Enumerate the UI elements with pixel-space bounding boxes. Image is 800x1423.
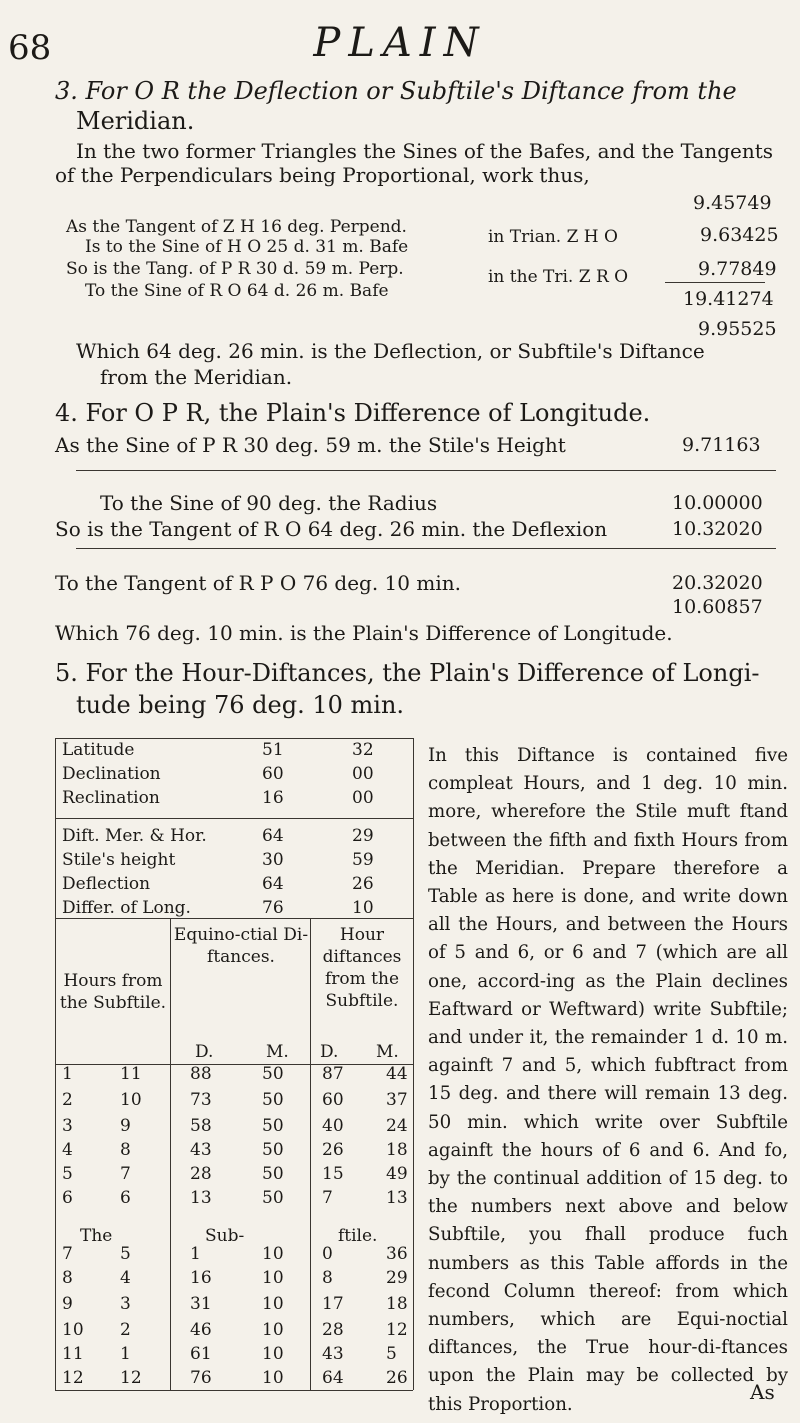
- param-degrees: 16: [262, 788, 284, 808]
- hour-cell: 73: [190, 1090, 212, 1110]
- sec3-intro-b: of the Perpendiculars being Proportional, work thus,: [55, 163, 590, 187]
- param-minutes: 29: [352, 826, 374, 846]
- sec3-line-2: Is to the Sine of H O 25 d. 31 m. Bafe: [85, 237, 409, 257]
- hour-cell: 61: [190, 1344, 212, 1364]
- hour-cell: 1: [190, 1244, 201, 1264]
- hour-cell: 10: [262, 1344, 284, 1364]
- hour-cell: 13: [386, 1188, 408, 1208]
- param-minutes: 26: [352, 874, 374, 894]
- hours-header-rule: [55, 1064, 413, 1065]
- hour-cell: 7: [322, 1188, 333, 1208]
- catchword: As: [750, 1380, 775, 1404]
- running-head: PLAIN: [313, 20, 487, 66]
- hour-cell: 1: [62, 1064, 73, 1084]
- separator-ftile: ftile.: [338, 1226, 378, 1246]
- hour-cell: 10: [262, 1268, 284, 1288]
- sec3-rule: [665, 282, 765, 283]
- sec3-line-4: To the Sine of R O 64 d. 26 m. Bafe: [85, 281, 389, 301]
- hour-cell: 43: [190, 1140, 212, 1160]
- hour-cell: 5: [386, 1344, 397, 1364]
- hour-cell: 10: [120, 1090, 142, 1110]
- hour-cell: 28: [190, 1164, 212, 1184]
- sec4-rule-1: [76, 470, 776, 471]
- table-top-border: [55, 738, 413, 739]
- hour-cell: 50: [262, 1090, 284, 1110]
- params-rule-2: [55, 918, 413, 919]
- hour-cell: 7: [120, 1164, 131, 1184]
- hour-cell: 50: [262, 1164, 284, 1184]
- hour-cell: 12: [386, 1320, 408, 1340]
- hour-cell: 11: [62, 1344, 84, 1364]
- param-label: Dift. Mer. & Hor.: [62, 826, 207, 846]
- hour-cell: 15: [322, 1164, 344, 1184]
- param-label: Deflection: [62, 874, 151, 894]
- hour-cell: 44: [386, 1064, 408, 1084]
- hours-header-1: Hours from the Subftile.: [59, 971, 167, 1013]
- hour-cell: 76: [190, 1368, 212, 1388]
- sec4-value-2: 10.00000: [672, 492, 763, 514]
- hour-cell: 16: [190, 1268, 212, 1288]
- param-minutes: 00: [352, 764, 374, 784]
- param-degrees: 76: [262, 898, 284, 918]
- page-number: 68: [8, 28, 52, 68]
- param-label: Latitude: [62, 740, 135, 760]
- param-label: Stile's height: [62, 850, 176, 870]
- hour-cell: 10: [62, 1320, 84, 1340]
- hour-cell: 11: [120, 1064, 142, 1084]
- table-bottom-border: [55, 1390, 413, 1391]
- hour-cell: 10: [262, 1244, 284, 1264]
- sec3-conclusion-a: Which 64 deg. 26 min. is the Deflection, or Subftile's Diftance: [76, 339, 705, 363]
- sec4-line-4: To the Tangent of R P O 76 deg. 10 min.: [55, 571, 461, 595]
- hour-cell: 24: [386, 1116, 408, 1136]
- param-minutes: 00: [352, 788, 374, 808]
- sec4-value-4: 20.32020: [672, 572, 763, 594]
- hour-cell: 8: [62, 1268, 73, 1288]
- hour-cell: 28: [322, 1320, 344, 1340]
- hour-cell: 7: [62, 1244, 73, 1264]
- param-degrees: 51: [262, 740, 284, 760]
- sec5-title-a: 5. For the Hour-Diftances, the Plain's Difference of Longi-: [55, 659, 760, 687]
- sec3-title-a: 3. For O R the Deflection or Subftile's Diftance from the: [55, 77, 737, 105]
- sec3-line-1b: in Trian. Z H O: [488, 227, 618, 247]
- sec4-value-5: 10.60857: [672, 596, 763, 618]
- hour-cell: 26: [322, 1140, 344, 1160]
- hour-cell: 87: [322, 1064, 344, 1084]
- sec4-line-3: So is the Tangent of R O 64 deg. 26 min. the Deflexion: [55, 517, 608, 541]
- table-right-border: [413, 738, 414, 1390]
- param-degrees: 60: [262, 764, 284, 784]
- hour-cell: 0: [322, 1244, 333, 1264]
- hour-cell: 49: [386, 1164, 408, 1184]
- param-minutes: 32: [352, 740, 374, 760]
- param-degrees: 30: [262, 850, 284, 870]
- sec3-conclusion-b: from the Meridian.: [100, 365, 293, 389]
- sec4-line-1: As the Sine of P R 30 deg. 59 m. the Stile's Height: [55, 433, 566, 457]
- sec4-rule-2: [76, 548, 776, 549]
- hour-cell: 50: [262, 1140, 284, 1160]
- param-label: Differ. of Long.: [62, 898, 191, 918]
- hours-header-3: Hour diftances from the Subftile.: [322, 925, 402, 1011]
- hour-cell: 12: [120, 1368, 142, 1388]
- hour-cell: 18: [386, 1140, 408, 1160]
- hour-cell: 10: [262, 1368, 284, 1388]
- hour-cell: 10: [262, 1320, 284, 1340]
- hour-cell: 17: [322, 1294, 344, 1314]
- hour-cell: 8: [120, 1140, 131, 1160]
- hour-cell: 13: [190, 1188, 212, 1208]
- hour-cell: 6: [120, 1188, 131, 1208]
- hours-dm-d-2: D.: [320, 1042, 339, 1062]
- param-label: Reclination: [62, 788, 160, 808]
- sec5-title-b: tude being 76 deg. 10 min.: [76, 691, 405, 719]
- sec4-value-1: 9.71163: [682, 434, 761, 456]
- separator-sub: Sub-: [205, 1226, 245, 1246]
- sec4-value-3: 10.32020: [672, 518, 763, 540]
- param-degrees: 64: [262, 826, 284, 846]
- param-minutes: 10: [352, 898, 374, 918]
- sec3-value-5: 9.95525: [698, 318, 777, 340]
- hour-cell: 6: [62, 1188, 73, 1208]
- hour-cell: 64: [322, 1368, 344, 1388]
- sec3-value-3: 9.77849: [698, 258, 777, 280]
- hour-cell: 12: [62, 1368, 84, 1388]
- hour-cell: 40: [322, 1116, 344, 1136]
- sec3-line-3b: in the Tri. Z R O: [488, 267, 629, 287]
- sec4-title: 4. For O P R, the Plain's Difference of Longitude.: [55, 399, 651, 427]
- sec3-value-4: 19.41274: [683, 288, 774, 310]
- separator-the: The: [80, 1226, 113, 1246]
- hour-cell: 9: [62, 1294, 73, 1314]
- hour-cell: 37: [386, 1090, 408, 1110]
- hour-cell: 2: [120, 1320, 131, 1340]
- hours-col-divider-1: [170, 918, 171, 1390]
- hour-cell: 1: [120, 1344, 131, 1364]
- sec4-conclusion: Which 76 deg. 10 min. is the Plain's Difference of Longitude.: [55, 621, 673, 645]
- hour-cell: 3: [62, 1116, 73, 1136]
- param-label: Declination: [62, 764, 161, 784]
- hour-cell: 5: [62, 1164, 73, 1184]
- explanation-paragraph: In this Diftance is contained five compleat Hours, and 1 deg. 10 min. more, wherefore the Stile muft ftand between the fifth and fixth Hours from the Meridian. Prepare therefore a Table as here is done, and write down all the Hours, and between the Hours of 5 and 6, or 6 and 7 (which are all one, accord-ing as the Plain declines Eaftward or Weftward) write Subftile; and under it, the remainder 1 d. 10 m. againft 7 and 5, which fubftract from 15 deg. and there will remain 13 deg. 50 min. which write over Subftile againft the hours of 6 and 6. And fo, by the continual addition of 15 deg. to the numbers next above and below Subftile, you fhall produce fuch numbers as this Table affords in the fecond Column thereof: from which numbers, which are Equi-noctial diftances, the True hour-di-ftances upon the Plain may be collected by this Proportion.: [428, 745, 788, 1415]
- hours-col-divider-2: [310, 918, 311, 1390]
- hour-cell: 2: [62, 1090, 73, 1110]
- hour-cell: 9: [120, 1116, 131, 1136]
- hours-dm-m-2: M.: [376, 1042, 399, 1062]
- param-minutes: 59: [352, 850, 374, 870]
- hour-cell: 88: [190, 1064, 212, 1084]
- hour-cell: 58: [190, 1116, 212, 1136]
- hours-dm-m-1: M.: [266, 1042, 289, 1062]
- hour-cell: 43: [322, 1344, 344, 1364]
- hours-header-2: Equino-ctial Di-ftances.: [173, 925, 309, 967]
- hour-cell: 4: [120, 1268, 131, 1288]
- sec3-intro-a: In the two former Triangles the Sines of the Bafes, and the Tangents: [76, 139, 774, 163]
- sec3-line-3: So is the Tang. of P R 30 d. 59 m. Perp.: [66, 259, 404, 279]
- sec3-line-1: As the Tangent of Z H 16 deg. Perpend.: [66, 217, 407, 237]
- params-rule-1: [55, 818, 413, 819]
- hour-cell: 36: [386, 1244, 408, 1264]
- sec4-line-2: To the Sine of 90 deg. the Radius: [100, 491, 438, 515]
- hour-cell: 4: [62, 1140, 73, 1160]
- hours-dm-d-1: D.: [195, 1042, 214, 1062]
- hour-cell: 29: [386, 1268, 408, 1288]
- sec3-value-2: 9.63425: [700, 224, 779, 246]
- hour-cell: 50: [262, 1188, 284, 1208]
- sec3-value-1: 9.45749: [693, 192, 772, 214]
- hour-cell: 3: [120, 1294, 131, 1314]
- hour-cell: 8: [322, 1268, 333, 1288]
- hour-cell: 26: [386, 1368, 408, 1388]
- hour-cell: 46: [190, 1320, 212, 1340]
- hour-cell: 10: [262, 1294, 284, 1314]
- hour-cell: 18: [386, 1294, 408, 1314]
- hour-cell: 50: [262, 1064, 284, 1084]
- sec3-title-b: Meridian.: [76, 107, 195, 135]
- hour-cell: 31: [190, 1294, 212, 1314]
- hour-cell: 50: [262, 1116, 284, 1136]
- hour-cell: 5: [120, 1244, 131, 1264]
- param-degrees: 64: [262, 874, 284, 894]
- hour-cell: 60: [322, 1090, 344, 1110]
